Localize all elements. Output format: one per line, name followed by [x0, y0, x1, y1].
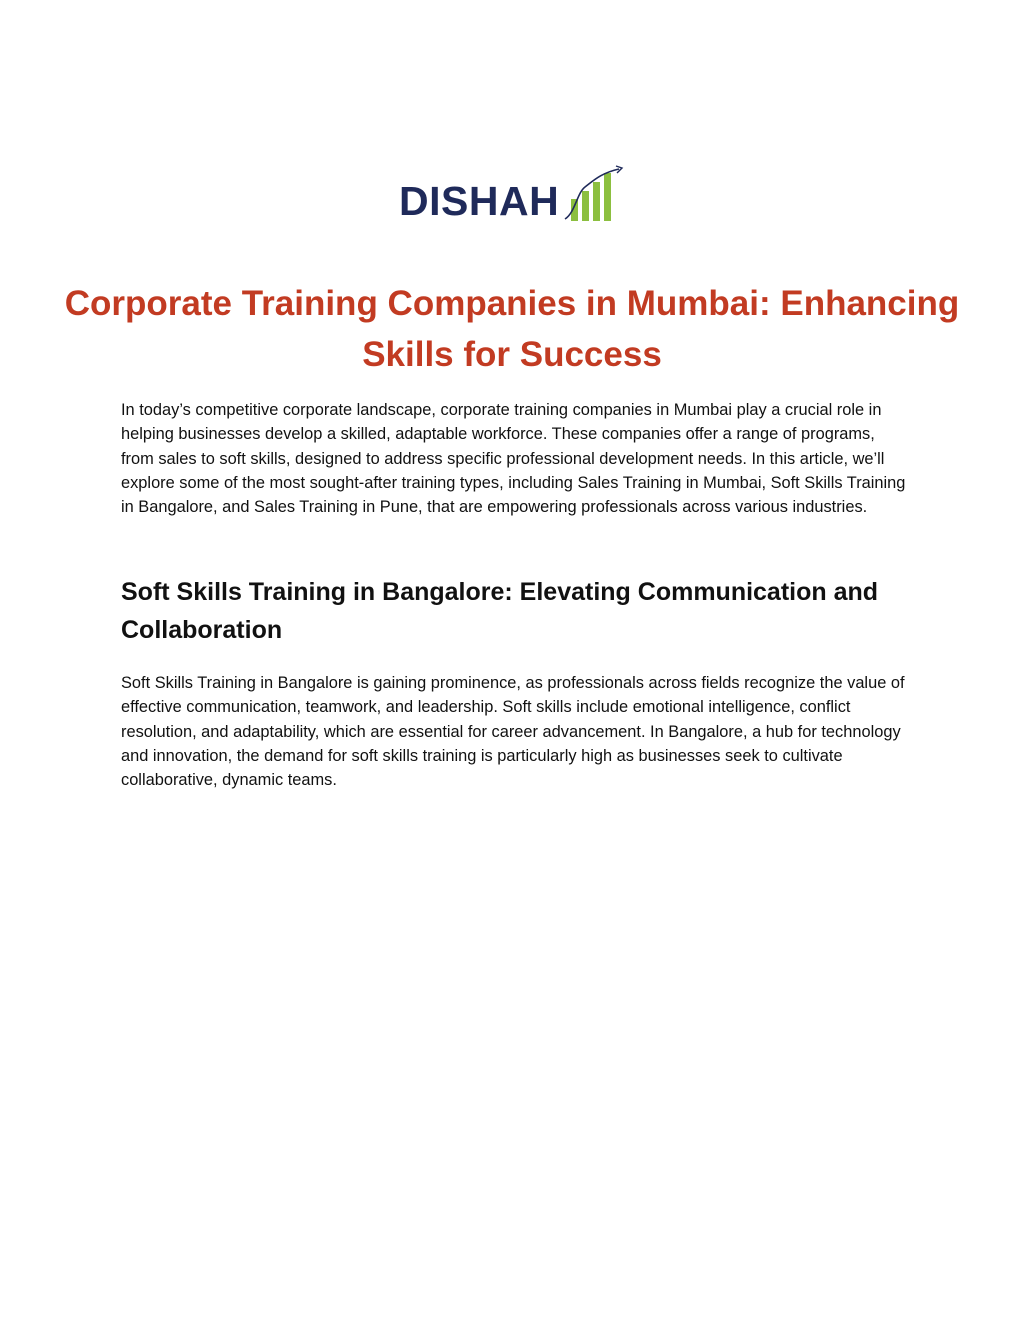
page-title: Corporate Training Companies in Mumbai: Enhancing Skills for Success: [64, 284, 960, 374]
rising-bar-chart-icon: [563, 163, 625, 223]
section-heading: Soft Skills Training in Bangalore: Elevating Communication and Collaboration: [121, 578, 879, 644]
section-paragraph: Soft Skills Training in Bangalore is gaining prominence, as professionals across fields recognize the value of effective communication, teamwork, and leadership. Soft skills include emotional intelligence, conflict resolution, and adaptability, which are essential for career advancement. In Bangalore, a hub for technology and innovation, the demand for soft skills training is particularly high as businesses seek to cultivate collaborative, dynamic teams.: [121, 674, 905, 790]
company-logo: [399, 163, 629, 225]
intro-paragraph: In today’s competitive corporate landscape, corporate training companies in Mumbai play a crucial role in helping businesses develop a skilled, adaptable workforce. These companies offer a range of programs, from sales to soft skills, designed to address specific professional development needs. In this article, we’ll explore some of the most sought-after training types, including Sales Training in Mumbai, Soft Skills Training in Bangalore, and Sales Training in Pune, that are empowering professionals across various industries.: [121, 401, 906, 517]
logo-wordmark: DISHAH: [399, 178, 560, 224]
